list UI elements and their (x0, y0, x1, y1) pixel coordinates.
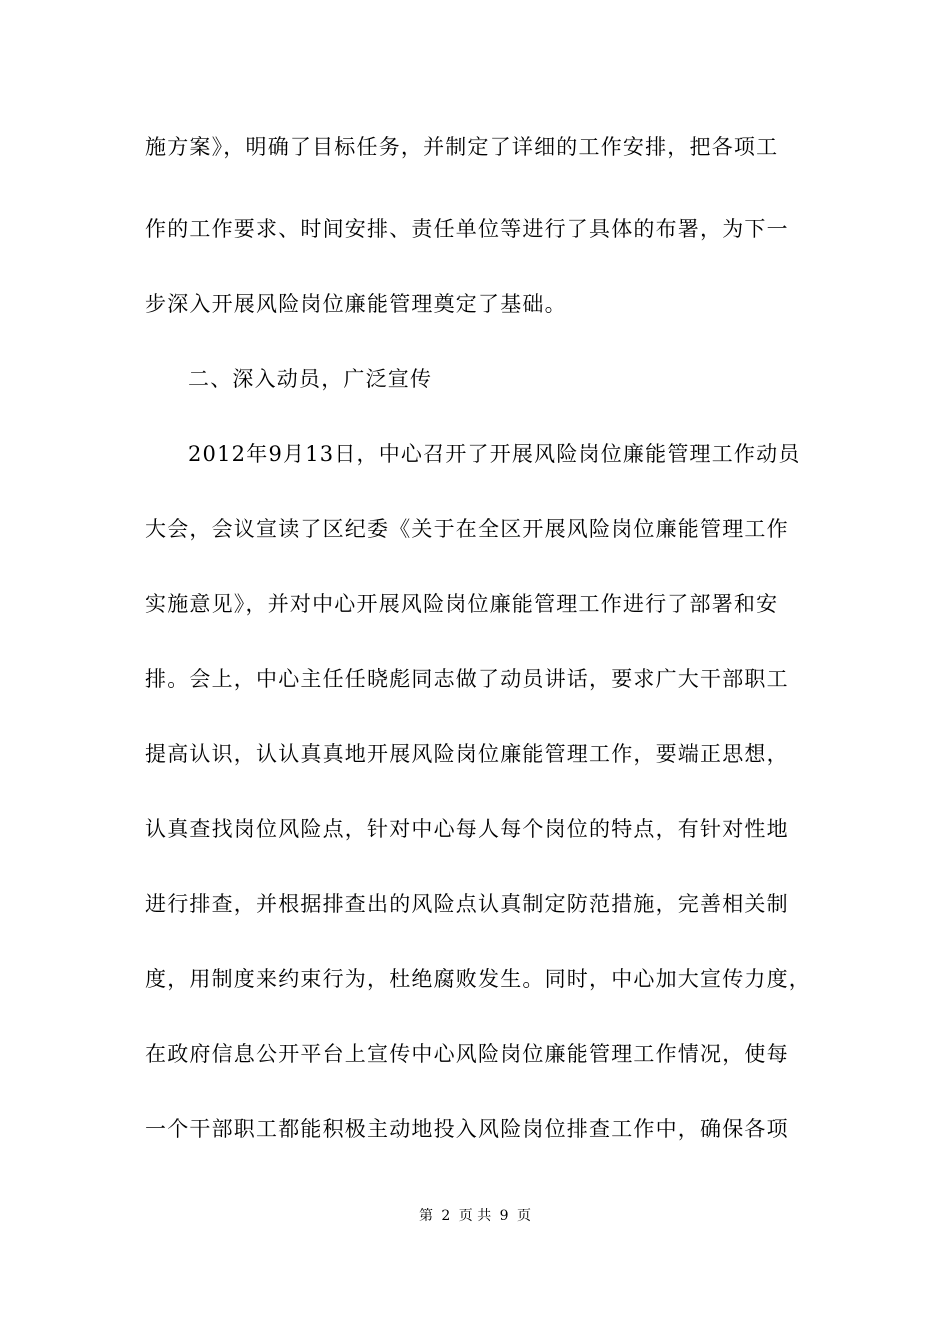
text-line-14: 一个干部职工都能积极主动地投入风险岗位排查工作中，确保各项 (145, 1117, 789, 1141)
text-line-2: 作的工作要求、时间安排、责任单位等进行了具体的布署，为下一 (145, 217, 789, 241)
text-line-3: 步深入开展风险岗位廉能管理奠定了基础。 (145, 292, 567, 316)
text-line-12: 度，用制度来约束行为，杜绝腐败发生。同时，中心加大宣传力度， (145, 967, 811, 991)
text-line-7: 实施意见》，并对中心开展风险岗位廉能管理工作进行了部署和安 (145, 592, 779, 616)
text-line-8: 排。会上，中心主任任晓彪同志做了动员讲话，要求广大干部职工 (145, 667, 789, 691)
text-line-1: 施方案》，明确了目标任务，并制定了详细的工作安排，把各项工 (145, 135, 779, 159)
footer-prefix: 第 (418, 1208, 433, 1224)
footer-middle: 页 共 (458, 1208, 492, 1224)
text-line-13: 在政府信息公开平台上宣传中心风险岗位廉能管理工作情况，使每 (145, 1042, 789, 1066)
text-line-6: 大会，会议宣读了区纪委《关于在全区开展风险岗位廉能管理工作 (145, 517, 789, 541)
text-line-10: 认真查找岗位风险点，针对中心每人每个岗位的特点，有针对性地 (145, 817, 789, 841)
footer-current-page: 2 (441, 1208, 451, 1224)
text-line-5: 2012年9月13日，中心召开了开展风险岗位廉能管理工作动员 (188, 442, 801, 466)
footer-suffix: 页 (517, 1208, 532, 1224)
section-heading: 二、深入动员，广泛宣传 (188, 367, 433, 391)
text-line-11: 进行排查，并根据排查出的风险点认真制定防范措施，完善相关制 (145, 892, 789, 916)
footer-total-pages: 9 (499, 1208, 509, 1224)
text-line-9: 提高认识，认认真真地开展风险岗位廉能管理工作，要端正思想， (145, 742, 789, 766)
page-footer (0, 1206, 950, 1226)
